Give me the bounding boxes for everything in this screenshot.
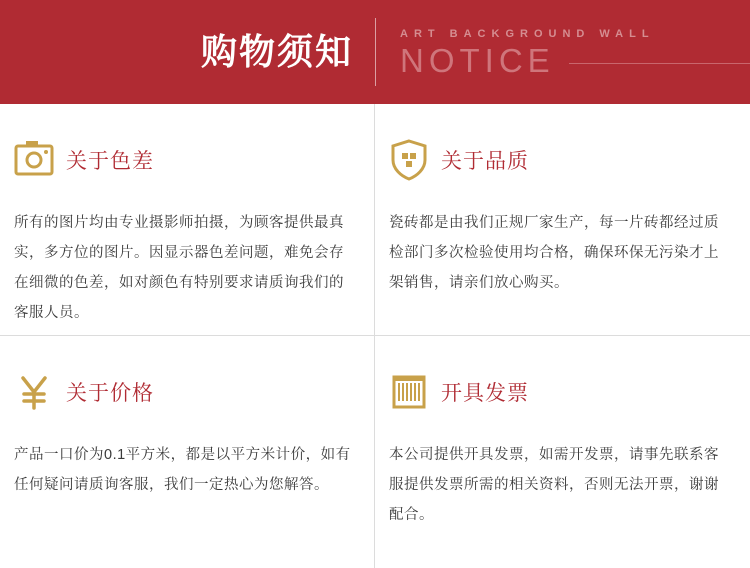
notice-card-color-difference [0, 104, 375, 336]
header-subtitle-row [400, 41, 750, 79]
header-horizontal-rule [569, 63, 750, 64]
notice-text: 本公司提供开具发票，如需开发票，请事先联系客服提供发票所需的相关资料，否则无法开票，谢谢配合。 [389, 447, 719, 523]
notice-card-header [14, 134, 352, 186]
page-title: 购物须知 [200, 31, 353, 72]
invoice-icon [389, 370, 429, 414]
header-subtitle: NOTICE [400, 41, 555, 79]
notice-card-header [14, 366, 352, 418]
notice-grid [0, 104, 750, 568]
page-header [0, 0, 750, 104]
header-eyebrow: ART BACKGROUND WALL [400, 27, 655, 40]
notice-card-price [0, 336, 375, 568]
camera-icon [14, 138, 54, 182]
notice-card-invoice [375, 336, 750, 568]
notice-text: 产品一口价为0.1平方米，都是以平方米计价，如有任何疑问请质询客服，我们一定热心为您解答。 [14, 447, 351, 493]
notice-title: 开具发票 [441, 382, 529, 405]
notice-title: 关于品质 [441, 150, 529, 173]
header-title-block [0, 0, 375, 104]
notice-card-header [389, 134, 728, 186]
notice-card-header [389, 366, 728, 418]
notice-title: 关于价格 [66, 382, 154, 405]
header-subtitle-block [376, 0, 750, 104]
notice-card-quality [375, 104, 750, 336]
yen-price-icon [14, 370, 54, 414]
shield-quality-icon [389, 138, 429, 182]
notice-text: 所有的图片均由专业摄影师拍摄，为顾客提供最真实，多方位的图片。因显示器色差问题，难免会存在细微的色差，如对颜色有特别要求请质询我们的客服人员。 [14, 215, 344, 321]
notice-title: 关于色差 [66, 150, 154, 173]
notice-text: 瓷砖都是由我们正规厂家生产，每一片砖都经过质检部门多次检验使用均合格，确保环保无污染才上架销售，请亲们放心购买。 [389, 215, 719, 291]
